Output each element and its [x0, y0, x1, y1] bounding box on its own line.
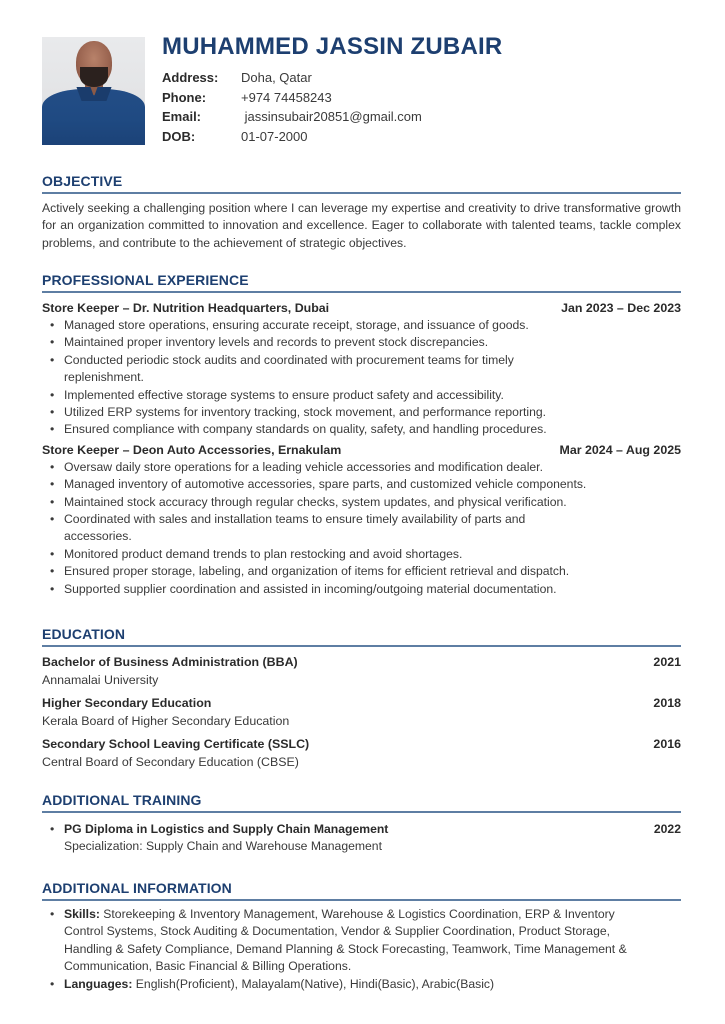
- contact-value: Doha, Qatar: [241, 70, 312, 85]
- photo-beard: [80, 67, 108, 87]
- graduation-year: 2018: [653, 696, 681, 710]
- contact-value: +974 74458243: [241, 89, 332, 105]
- list-item: [42, 976, 681, 993]
- list-item: [42, 387, 681, 404]
- bullet-icon: •: [50, 352, 55, 367]
- section-title: OBJECTIVE: [42, 173, 681, 194]
- list-item: [42, 421, 681, 438]
- list-item: [42, 317, 681, 334]
- contact-value: 01-07-2000: [241, 128, 308, 144]
- skills-text: Storekeeping & Inventory Management, Warehouse & Logistics Coordination, ERP & Inventory Control Systems, Stock Auditing & Documentation, Vendor & Supplier Coordination, Product Storage, Handling & Safety Compliance, Demand Planning & Stock Forecasting, Teamwork, Time Management & Communication, Basic Financial & Billing Operations.: [64, 907, 627, 974]
- bullet-text: Supported supplier coordination and assisted in incoming/outgoing material documentation.: [64, 581, 557, 596]
- bullet-text: Coordinated with sales and installation teams to ensure timely availability of parts and accessories.: [64, 512, 526, 544]
- bullet-text: Monitored product demand trends to plan restocking and avoid shortages.: [64, 546, 463, 561]
- objective-section: [42, 173, 681, 252]
- list-item: [42, 511, 681, 546]
- bullet-icon: •: [50, 422, 55, 437]
- education-heading: [42, 694, 681, 712]
- job-heading: [42, 441, 681, 459]
- languages-label: Languages:: [64, 976, 133, 991]
- training-year: 2022: [653, 822, 681, 836]
- job-title: Store Keeper – Dr. Nutrition Headquarters, Dubai: [42, 301, 330, 315]
- job-dates: Jan 2023 – Dec 2023: [561, 301, 681, 315]
- bullet-icon: •: [50, 335, 55, 350]
- section-title: EDUCATION: [42, 626, 681, 647]
- bullet-text: Ensured proper storage, labeling, and organization of items for efficient retrieval and dispatch.: [64, 564, 570, 579]
- bullet-text: Maintained proper inventory levels and records to prevent stock discrepancies.: [64, 335, 489, 350]
- training-section: [42, 792, 681, 856]
- graduation-year: 2021: [653, 655, 681, 669]
- education-heading: [42, 735, 681, 753]
- bullet-text: Oversaw daily store operations for a leading vehicle accessories and modification dealer.: [64, 459, 543, 474]
- list-item: [42, 459, 681, 476]
- bullet-text: Maintained stock accuracy through regular checks, system updates, and physical verification.: [64, 494, 567, 509]
- bullet-icon: •: [50, 459, 55, 474]
- job-heading: [42, 299, 681, 317]
- education-heading: [42, 653, 681, 671]
- candidate-name: MUHAMMED JASSIN ZUBAIR: [162, 33, 503, 60]
- bullet-icon: •: [50, 318, 55, 332]
- job-bullets: [42, 459, 681, 598]
- bullet-text: Conducted periodic stock audits and coordinated with procurement teams for timely replenishment.: [64, 352, 514, 385]
- list-item: [42, 821, 681, 838]
- institution: Annamalai University: [42, 673, 159, 687]
- degree: Bachelor of Business Administration (BBA): [42, 655, 298, 669]
- list-item: [42, 581, 681, 598]
- email-link[interactable]: jassinsubair20851@gmail.com: [241, 109, 422, 124]
- list-item: [42, 352, 681, 387]
- bullet-text: Managed store operations, ensuring accurate receipt, storage, and issuance of goods.: [64, 318, 529, 332]
- education-entry: [42, 653, 681, 689]
- list-item: [42, 404, 681, 421]
- resume-header: [42, 33, 681, 147]
- contact-label: Email:: [162, 109, 202, 124]
- experience-section: [42, 272, 681, 598]
- objective-text: Actively seeking a challenging position where I can leverage my expertise and creativity to drive transformative growth for an organization committed to innovation and excellence. Eager to collaborate with talented teams, tackle complex problems, and contribute to the achievement of strategic objectives.: [42, 201, 681, 250]
- list-item: [42, 563, 681, 580]
- contact-label: Address:: [162, 70, 219, 85]
- job-entry: [42, 441, 681, 598]
- bullet-icon: •: [50, 512, 55, 527]
- bullet-icon: •: [50, 907, 55, 921]
- bullet-icon: •: [50, 477, 55, 492]
- training-name: PG Diploma in Logistics and Supply Chain Management: [64, 822, 389, 836]
- list-item: [42, 906, 681, 976]
- profile-photo: [42, 37, 145, 145]
- bullet-icon: •: [50, 494, 55, 509]
- job-title: Store Keeper – Deon Auto Accessories, Ernakulam: [42, 442, 342, 457]
- job-entry: [42, 299, 681, 439]
- section-title: ADDITIONAL INFORMATION: [42, 880, 681, 901]
- contact-label: DOB:: [162, 128, 196, 144]
- education-entry: [42, 735, 681, 771]
- bullet-text: Ensured compliance with company standards on quality, safety, and handling procedures.: [64, 422, 547, 437]
- bullet-icon: •: [50, 546, 55, 561]
- bullet-icon: •: [50, 822, 55, 836]
- job-bullets: [42, 317, 681, 439]
- education-section: [42, 626, 681, 776]
- institution: Kerala Board of Higher Secondary Education: [42, 714, 290, 728]
- skills-label: Skills:: [64, 907, 100, 921]
- bullet-icon: •: [50, 387, 55, 402]
- list-item: [42, 546, 681, 563]
- languages-text: English(Proficient), Malayalam(Native), Hindi(Basic), Arabic(Basic): [132, 976, 495, 991]
- bullet-icon: •: [50, 581, 55, 596]
- graduation-year: 2016: [653, 737, 681, 751]
- institution: Central Board of Secondary Education (CBSE): [42, 755, 299, 769]
- bullet-icon: •: [50, 564, 55, 579]
- section-title: ADDITIONAL TRAINING: [42, 792, 681, 813]
- degree: Secondary School Leaving Certificate (SSLC): [42, 737, 310, 751]
- education-entry: [42, 694, 681, 730]
- additional-info-list: [42, 906, 681, 993]
- bullet-text: Implemented effective storage systems to ensure product safety and accessibility.: [64, 387, 504, 402]
- contact-label: Phone:: [162, 89, 207, 105]
- bullet-icon: •: [50, 405, 55, 420]
- training-list: [42, 821, 681, 856]
- additional-info-section: [42, 880, 681, 993]
- bullet-text: Utilized ERP systems for inventory tracking, stock movement, and performance reporting.: [64, 405, 547, 420]
- list-item: [42, 476, 681, 493]
- list-item: [42, 494, 681, 511]
- bullet-icon: •: [50, 976, 55, 991]
- section-title: PROFESSIONAL EXPERIENCE: [42, 272, 681, 293]
- training-detail-row: [42, 838, 681, 855]
- list-item: [42, 334, 681, 351]
- degree: Higher Secondary Education: [42, 696, 212, 710]
- training-detail: Specialization: Supply Chain and Warehouse Management: [64, 839, 382, 854]
- job-dates: Mar 2024 – Aug 2025: [559, 442, 681, 457]
- bullet-text: Managed inventory of automotive accessories, spare parts, and customized vehicle components.: [64, 477, 587, 492]
